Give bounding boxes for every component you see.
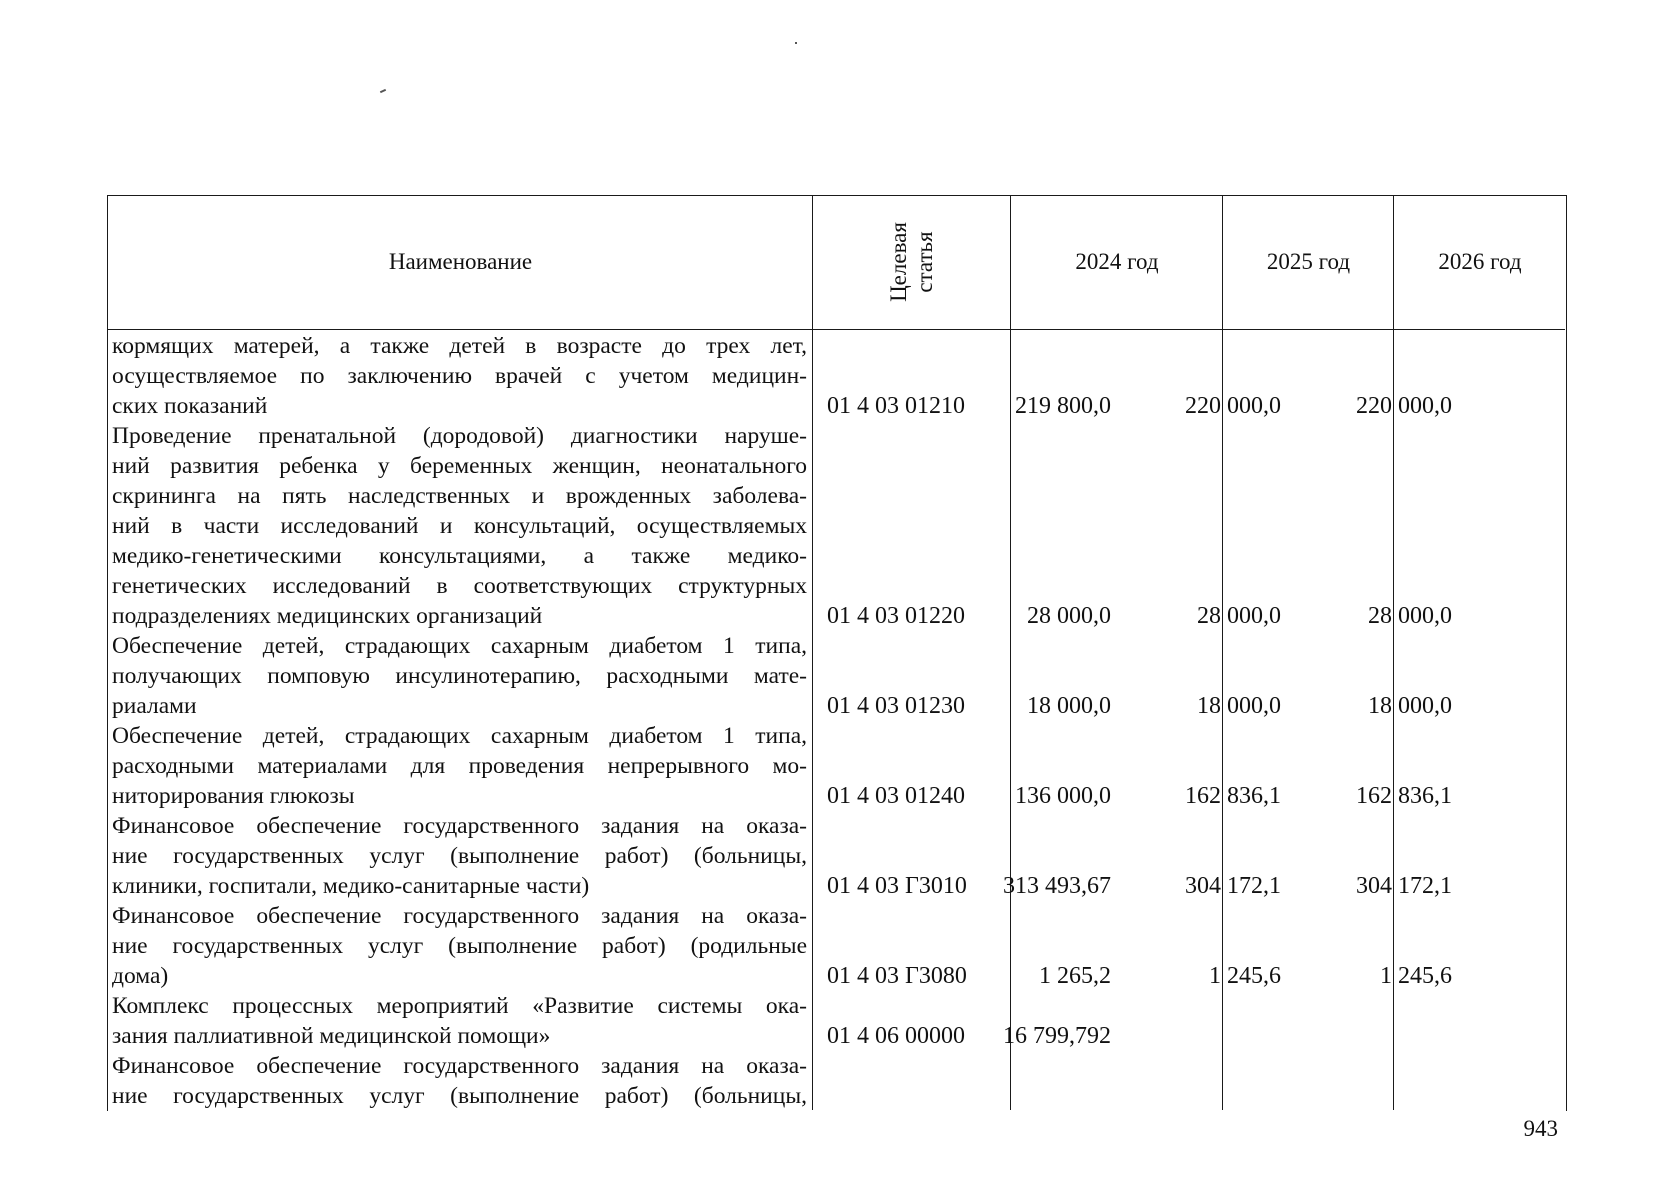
scan-speck [380,89,386,93]
row-value-2026: 220 000,0 [1356,393,1452,419]
header-year-2024: 2024 год [1075,249,1159,274]
row-code: 01 4 03 Г3080 [827,963,967,989]
row-value-2024: 313 493,67 [1003,873,1111,899]
row-code: 01 4 03 01230 [827,693,965,719]
row-value-2024: 16 799,792 [1003,1023,1111,1049]
row-value-2024: 28 000,0 [1027,603,1111,629]
row-value-2025: 162 836,1 [1185,783,1281,809]
scan-speck [795,42,797,44]
row-code: 01 4 03 Г3010 [827,873,967,899]
row-name: Комплекс процессных мероприятий «Развитие системы ока- зания паллиативной медицинской помощи» [112,993,807,1049]
row-value-2024: 219 800,0 [1015,393,1111,419]
row-value-2024: 136 000,0 [1015,783,1111,809]
row-value-2026: 18 000,0 [1368,693,1452,719]
row-value-2025: 18 000,0 [1197,693,1281,719]
header-name-label: Наименование [388,249,533,274]
row-name: Финансовое обеспечение государственного задания на оказа- ние государственных услуг (выполнение работ) (больницы, клиники, госпитали, медико-санитарные части) [112,813,807,899]
header-divider [107,329,1565,330]
header-name [109,197,812,327]
row-value-2026: 1 245,6 [1380,963,1452,989]
row-value-2026: 304 172,1 [1356,873,1452,899]
row-name: Финансовое обеспечение государственного задания на оказа- ние государственных услуг (выполнение работ) (родильные дома) [112,903,807,989]
row-value-2024: 18 000,0 [1027,693,1111,719]
column-divider [812,195,813,1110]
row-name: Проведение пренатальной (дородовой) диагностики наруше- ний развития ребенка у беременных женщин, неонатального скрининга на пять наследственных и врожденных заболева- ний в части исследований и консультаций, осуществляемых медико-генетическими консультациями, а также медико- генетических исследований в соответствующих структурных подразделениях медицинских организаций [112,423,807,629]
row-value-2026: 28 000,0 [1368,603,1452,629]
row-value-2025: 1 245,6 [1209,963,1281,989]
header-year-2025: 2025 год [1266,249,1351,274]
header-target-label: Целевая статья [885,222,937,302]
row-value-2026: 162 836,1 [1356,783,1452,809]
row-name: Обеспечение детей, страдающих сахарным диабетом 1 типа, получающих помповую инсулинотерапию, расходными мате- риалами [112,633,807,719]
row-value-2025: 220 000,0 [1185,393,1281,419]
row-name: Обеспечение детей, страдающих сахарным диабетом 1 типа, расходными материалами для проведения непрерывного мо- ниторирования глюкозы [112,723,807,809]
row-value-2025: 28 000,0 [1197,603,1281,629]
row-code: 01 4 03 01210 [827,393,965,419]
row-code: 01 4 06 00000 [827,1023,965,1049]
row-value-2025: 304 172,1 [1185,873,1281,899]
header-target [814,197,1010,327]
header-year-2026: 2026 год [1438,249,1522,274]
page-number: 943 [1523,1116,1558,1141]
row-name: Финансовое обеспечение государственного задания на оказа- ние государственных услуг (выполнение работ) (больницы, [112,1053,807,1109]
row-code: 01 4 03 01240 [827,783,965,809]
row-value-2024: 1 265,2 [1039,963,1111,989]
row-name: кормящих матерей, а также детей в возрасте до трех лет, осуществляемое по заключению врачей с учетом медицин- ских показаний [112,333,807,419]
column-divider [1010,195,1011,1110]
row-code: 01 4 03 01220 [827,603,965,629]
